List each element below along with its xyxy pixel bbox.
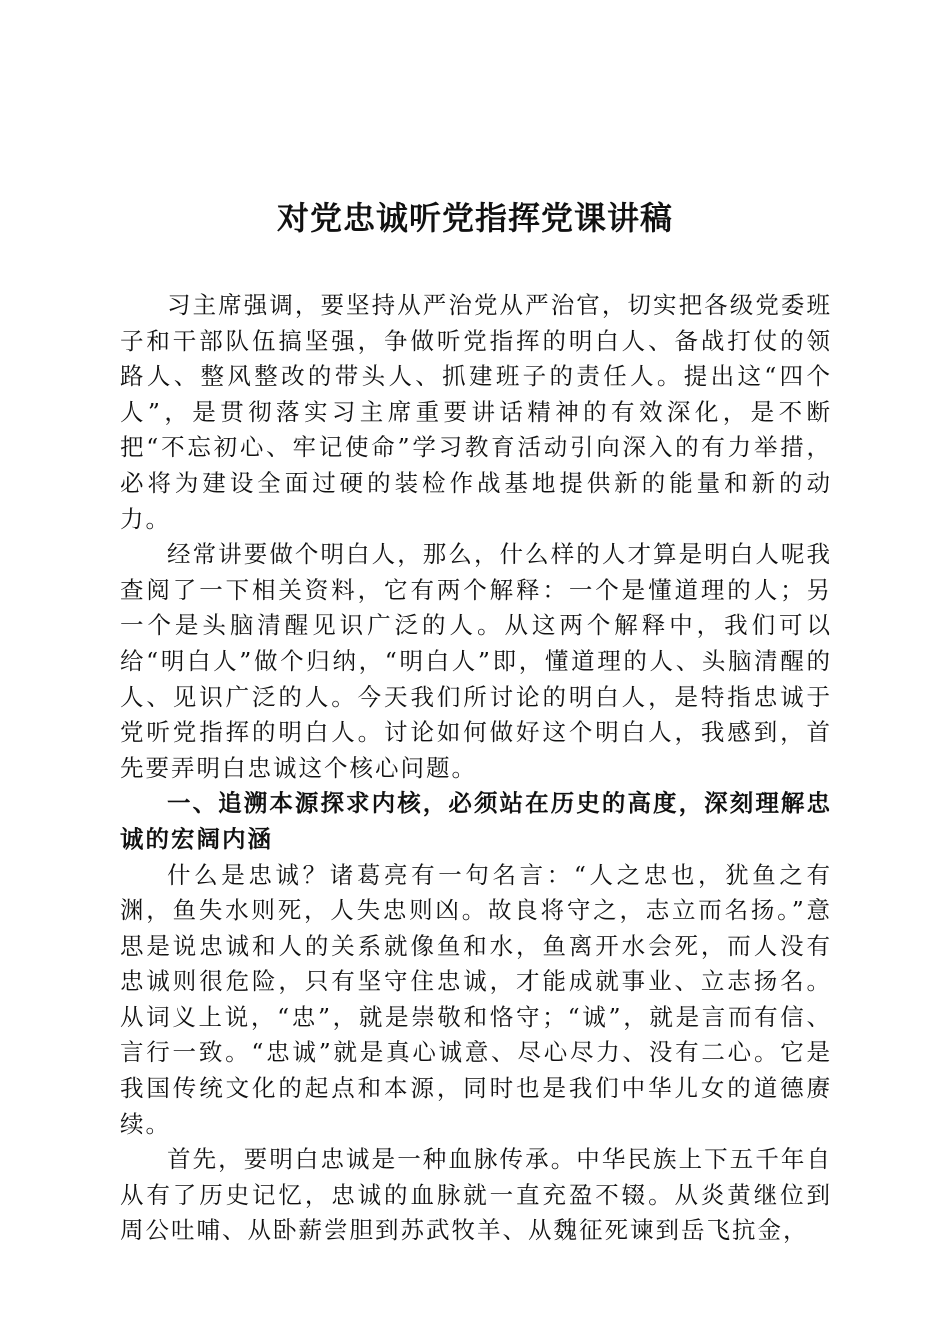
document-body <box>120 288 832 1249</box>
document-title: 对党忠诚听党指挥党课讲稿 <box>276 199 673 237</box>
paragraph-what-is-loyalty: 什么是忠诚？诸葛亮有一句名言：“人之忠也，犹鱼之有渊，鱼失水则死，人失忠则凶。故良将守之，志立而名扬。”意思是说忠诚和人的关系就像鱼和水，鱼离开水会死，而人没有忠诚则很危险，只有坚守住忠诚，才能成就事业、立志扬名。从词义上说，“忠”，就是崇敬和恪守；“诚”，就是言而有信、言行一致。“忠诚”就是真心诚意、尽心尽力、没有二心。它是我国传统文化的起点和本源，同时也是我们中华儿女的道德赓续。 <box>120 860 832 1138</box>
section-heading-1: 一、追溯本源探求内核，必须站在历史的高度，深刻理解忠诚的宏阔内涵 <box>120 789 832 853</box>
paragraph-bloodline: 首先，要明白忠诚是一种血脉传承。中华民族上下五千年自从有了历史记忆，忠诚的血脉就一直充盈不辍。从炎黄继位到周公吐哺、从卧薪尝胆到苏武牧羊、从魏征死谏到岳飞抗金， <box>120 1145 832 1245</box>
paragraph-intro: 习主席强调，要坚持从严治党从严治官，切实把各级党委班子和干部队伍搞坚强，争做听党指挥的明白人、备战打仗的领路人、整风整改的带头人、抓建班子的责任人。提出这“四个人”，是贯彻落实习主席重要讲话精神的有效深化，是不断把“不忘初心、牢记使命”学习教育活动引向深入的有力举措，必将为建设全面过硬的装检作战基地提供新的能量和新的动力。 <box>120 291 832 533</box>
paragraph-mingbairen: 经常讲要做个明白人，那么，什么样的人才算是明白人呢我查阅了一下相关资料，它有两个解释：一个是懂道理的人；另一个是头脑清醒见识广泛的人。从这两个解释中，我们可以给“明白人”做个归纳，“明白人”即，懂道理的人、头脑清醒的人、见识广泛的人。今天我们所讨论的明白人，是特指忠诚于党听党指挥的明白人。讨论如何做好这个明白人，我感到，首先要弄明白忠诚这个核心问题。 <box>120 540 832 782</box>
